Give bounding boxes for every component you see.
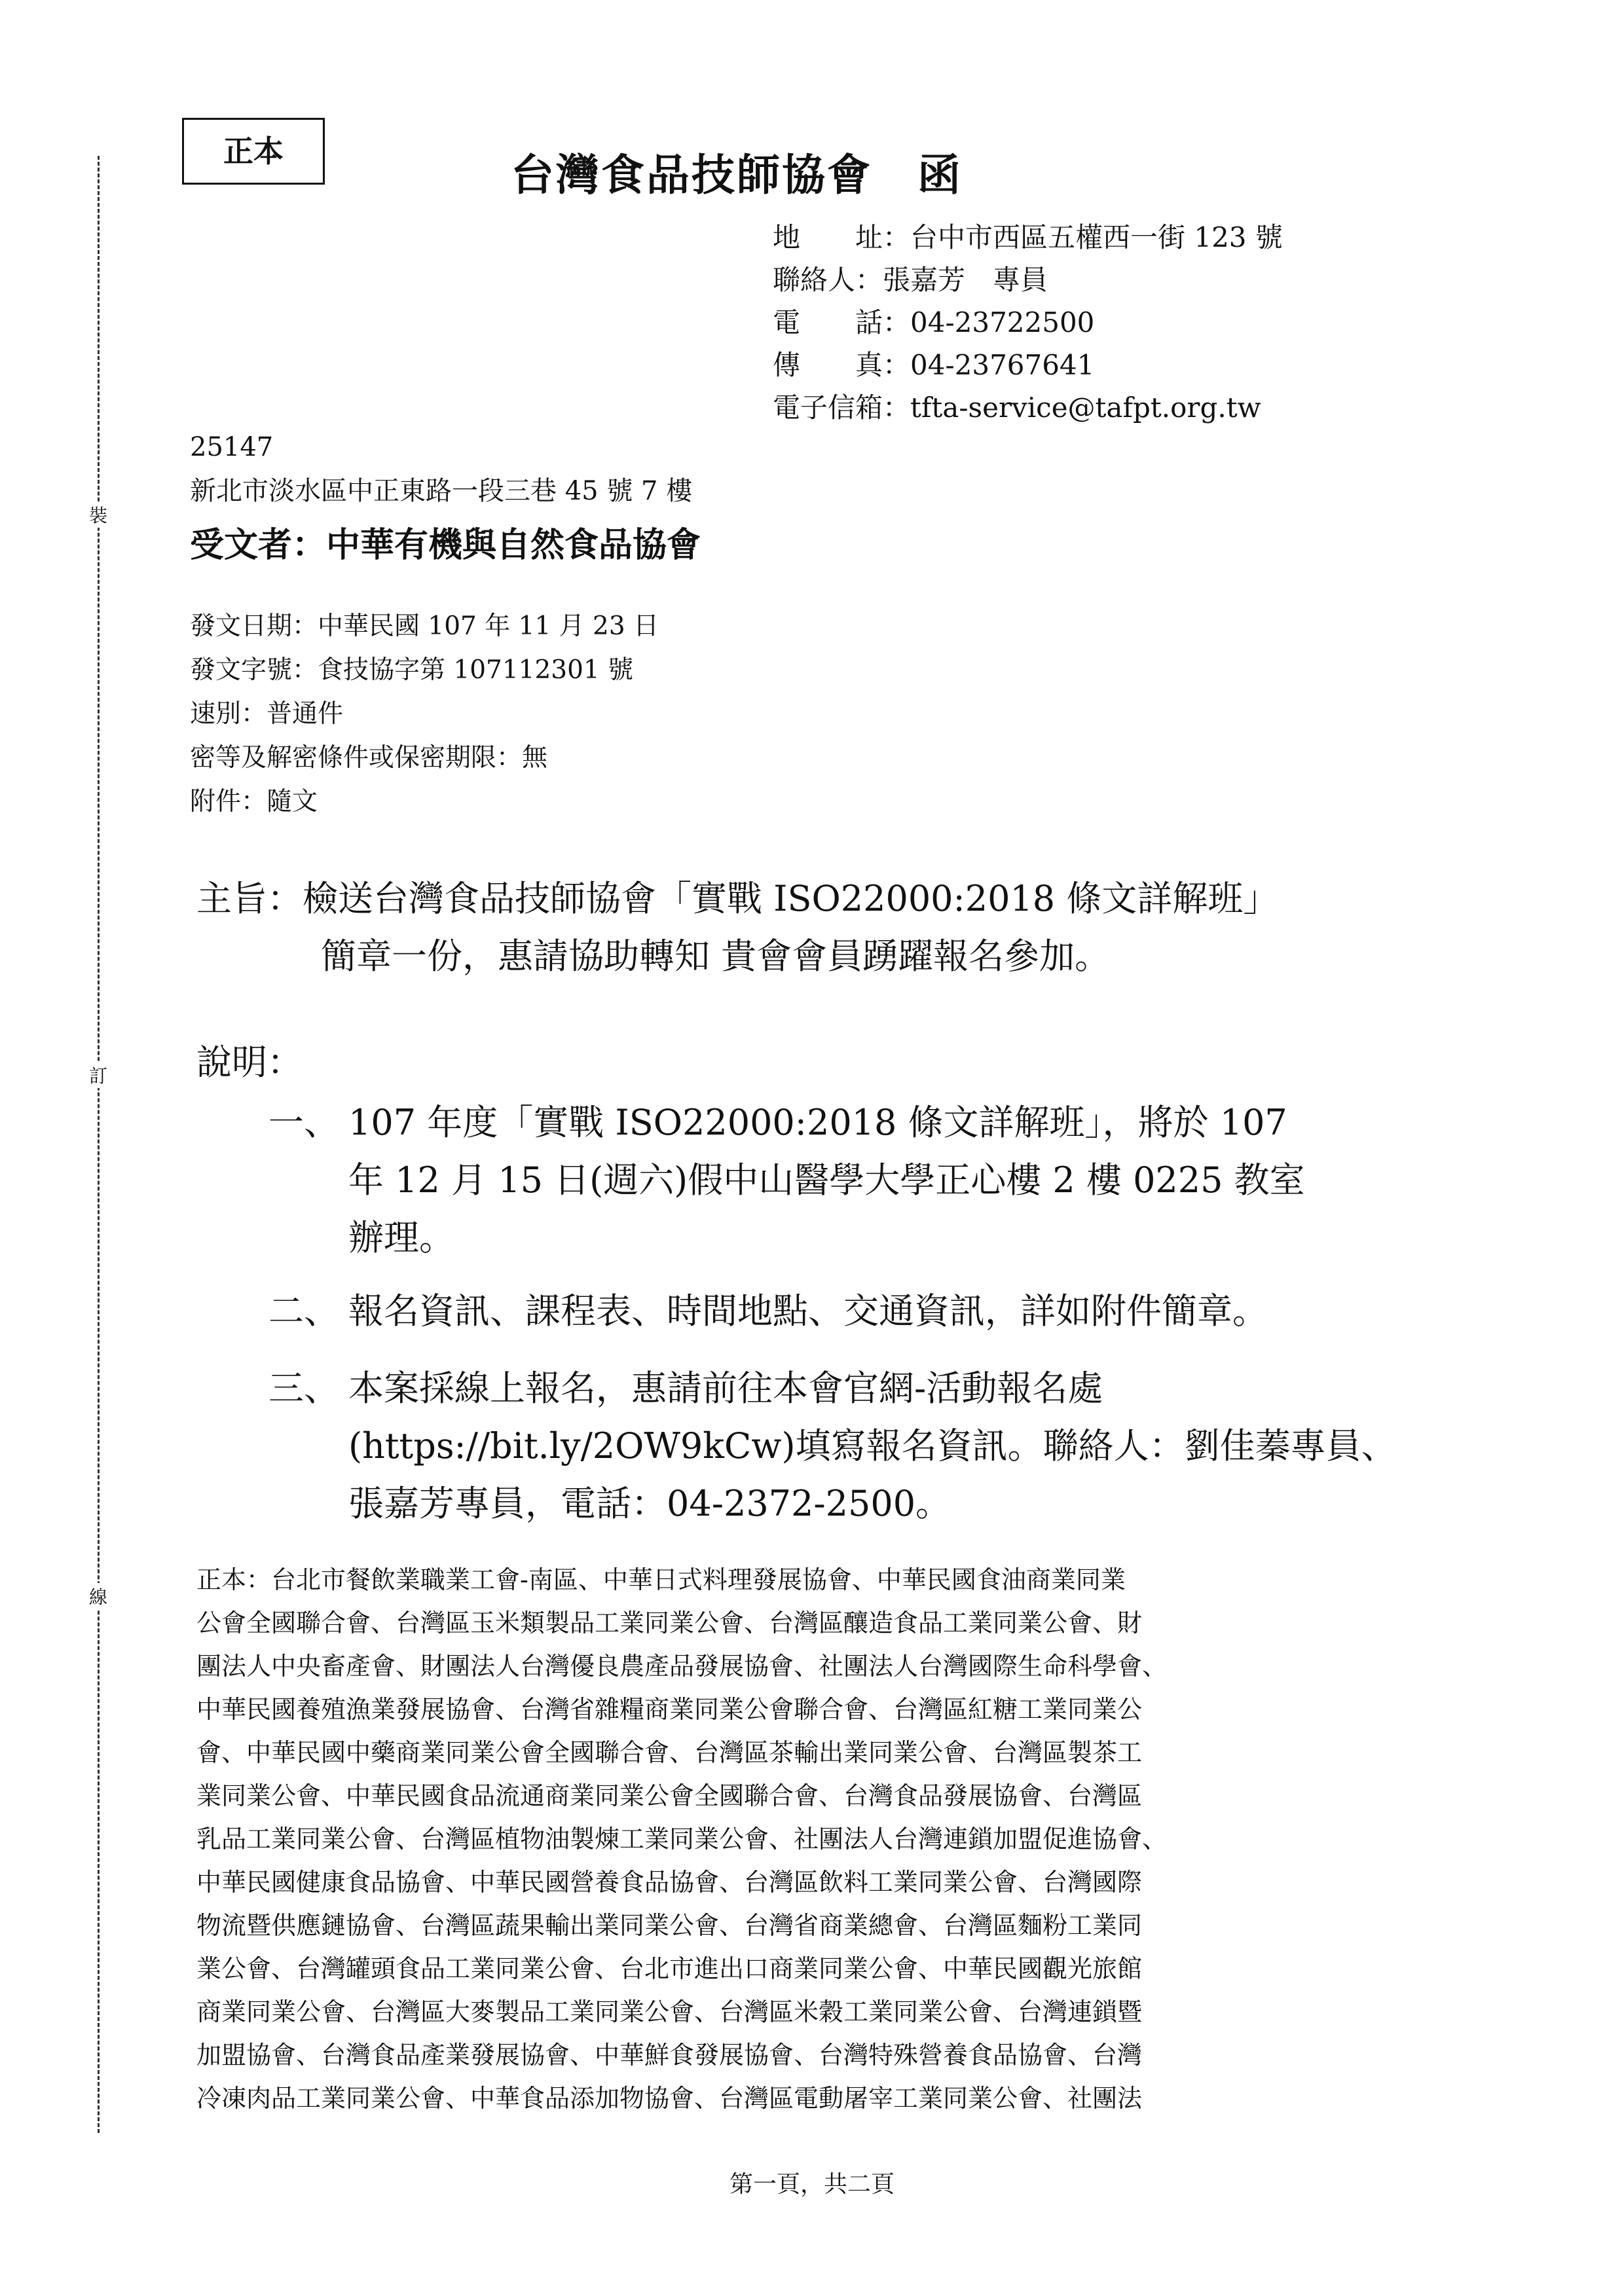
- document-title: 台灣食品技師協會 函: [511, 149, 963, 200]
- document-number: 發文字號：食技協字第 107112301 號: [190, 655, 634, 685]
- recipient-street-address: 新北市淡水區中正東路一段三巷 45 號 7 樓: [190, 476, 693, 506]
- copies-to-line: 加盟協會、台灣食品產業發展協會、中華鮮食發展協會、台灣特殊營養食品協會、台灣: [196, 2041, 1143, 2069]
- copies-to-line: 團法人中央畜產會、財團法人台灣優良農產品發展協會、社團法人台灣國際生命科學會、: [196, 1652, 1168, 1681]
- contact-person: 聯絡人：張嘉芳 專員: [773, 264, 1048, 296]
- copies-to-line: 冷凍肉品工業同業公會、中華食品添加物協會、台灣區電動屠宰工業同業公會、社團法: [196, 2084, 1143, 2113]
- copies-to-line: 商業同業公會、台灣區大麥製品工業同業公會、台灣區米穀工業同業公會、台灣連鎖暨: [196, 1997, 1143, 2026]
- copies-to-line: 會、中華民國中藥商業同業公會全國聯合會、台灣區茶輸出業同業公會、台灣區製茶工: [196, 1738, 1143, 1767]
- page-number: 第一頁，共二頁: [729, 2171, 895, 2198]
- copies-to-line: 業公會、台灣罐頭食品工業同業公會、台北市進出口商業同業公會、中華民國觀光旅館: [196, 1954, 1143, 1983]
- explanation-item-2-line-1: 報名資訊、課程表、時間地點、交通資訊，詳如附件簡章。: [348, 1290, 1268, 1332]
- attachment: 附件：隨文: [190, 787, 318, 816]
- recipient-postal-code: 25147: [190, 432, 274, 462]
- explanation-item-3-line-2: (https://bit.ly/2OW9kCw)填寫報名資訊。聯絡人：劉佳蓁專員、: [348, 1425, 1397, 1467]
- explanation-item-1-line-3: 辦理。: [348, 1217, 454, 1258]
- original-copy-stamp: 正本: [182, 118, 325, 185]
- delivery-speed: 速別：普通件: [190, 699, 344, 729]
- explanation-item-1-number: 一、: [268, 1102, 339, 1143]
- explanation-heading: 說明：: [196, 1042, 303, 1083]
- contact-address: 地 址：台中市西區五權西一街 123 號: [773, 221, 1283, 253]
- copies-to-line: 公會全國聯合會、台灣區玉米類製品工業同業公會、台灣區釀造食品工業同業公會、財: [196, 1609, 1143, 1637]
- recipient: 受文者：中華有機與自然食品協會: [190, 525, 701, 565]
- contact-phone: 電 話：04-23722500: [773, 306, 1095, 338]
- copies-to-line: 中華民國健康食品協會、中華民國營養食品協會、台灣區飲料工業同業公會、台灣國際: [196, 1868, 1143, 1897]
- contact-fax: 傳 真：04-23767641: [773, 349, 1095, 381]
- explanation-item-1-line-1: 107 年度「實戰 ISO22000:2018 條文詳解班」，將於 107: [348, 1102, 1287, 1143]
- copies-to-line: 業同業公會、中華民國食品流通商業同業公會全國聯合會、台灣食品發展協會、台灣區: [196, 1781, 1143, 1810]
- subject-line-2: 簡章一份，惠請協助轉知 貴會會員踴躍報名參加。: [321, 936, 1111, 977]
- issue-date: 發文日期：中華民國 107 年 11 月 23 日: [190, 611, 659, 641]
- copies-to-line: 中華民國養殖漁業發展協會、台灣省雜糧商業同業公會聯合會、台灣區紅糖工業同業公: [196, 1695, 1143, 1724]
- contact-email: 電子信箱：tfta-service@tafpt.org.tw: [773, 392, 1261, 424]
- binding-dashed-line: [98, 156, 100, 2133]
- copies-to-line: 物流暨供應鏈協會、台灣區蔬果輸出業同業公會、台灣省商業總會、台灣區麵粉工業同: [196, 1911, 1143, 1940]
- explanation-item-1-line-2: 年 12 月 15 日(週六)假中山醫學大學正心樓 2 樓 0225 教室: [348, 1159, 1305, 1201]
- explanation-item-3-number: 三、: [268, 1368, 339, 1409]
- binding-mark-xian: 線: [85, 1583, 111, 1609]
- subject-line-1: 主旨：檢送台灣食品技師協會「實戰 ISO22000:2018 條文詳解班」: [196, 878, 1279, 919]
- copies-to-line: 乳品工業同業公會、台灣區植物油製煉工業同業公會、社團法人台灣連鎖加盟促進協會、: [196, 1825, 1168, 1853]
- binding-mark-ding: 訂: [85, 1062, 111, 1088]
- explanation-item-3-line-1: 本案採線上報名，惠請前往本會官網-活動報名處: [348, 1368, 1103, 1409]
- binding-mark-zhuang: 裝: [85, 501, 111, 528]
- classification: 密等及解密條件或保密期限：無: [190, 743, 548, 773]
- copies-to-line: 正本：台北市餐飲業職業工會-南區、中華日式料理發展協會、中華民國食油商業同業: [196, 1565, 1126, 1594]
- explanation-item-3-line-3: 張嘉芳專員，電話：04-2372-2500。: [348, 1483, 951, 1524]
- explanation-item-2-number: 二、: [268, 1290, 339, 1332]
